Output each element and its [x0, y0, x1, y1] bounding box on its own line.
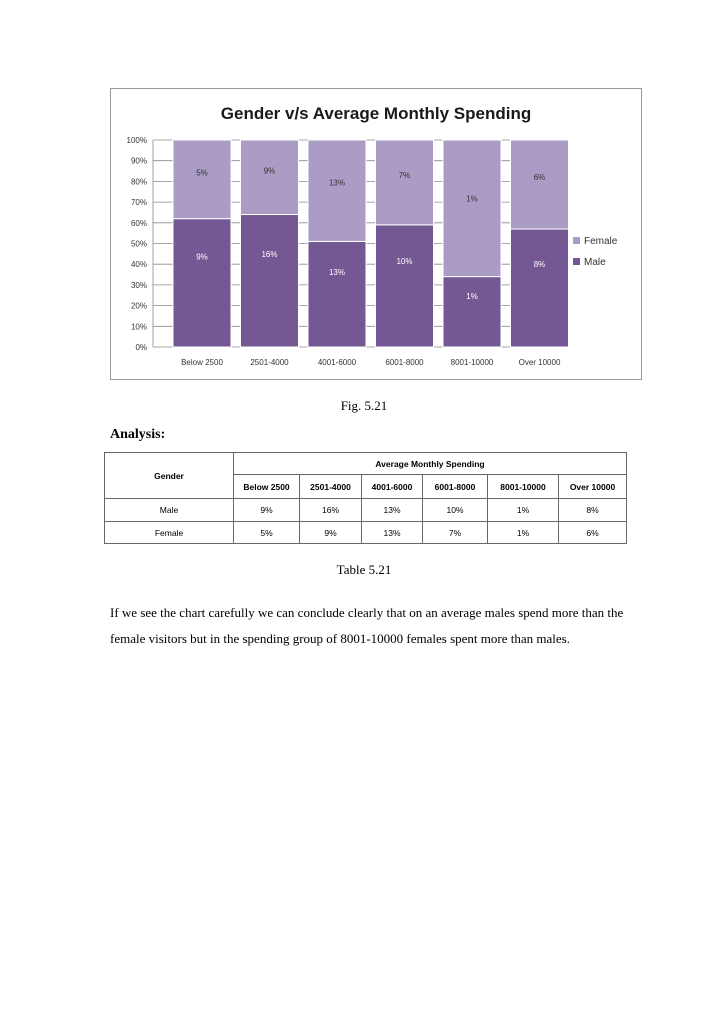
table-row [105, 499, 627, 522]
data-label: 8% [533, 259, 546, 269]
legend-swatch [573, 237, 580, 244]
table-cell: 6% [559, 522, 627, 544]
table-cell: 5% [234, 522, 300, 544]
column-header: 8001-10000 [488, 475, 559, 499]
bar-male [241, 215, 299, 347]
y-tick-label: 20% [130, 301, 147, 311]
x-tick-label: 6001-8000 [385, 358, 424, 367]
bar-male [511, 229, 569, 347]
table-cell: 7% [423, 522, 488, 544]
bar-male [376, 225, 434, 347]
x-tick-label: Below 2500 [181, 358, 223, 367]
data-table [104, 452, 627, 544]
analysis-heading: Analysis: [110, 427, 166, 442]
data-label: 1% [466, 194, 478, 204]
y-tick-label: 80% [130, 177, 147, 187]
x-tick-label: 8001-10000 [450, 358, 494, 367]
data-label: 1% [466, 292, 478, 302]
y-tick-label: 70% [130, 198, 147, 208]
y-tick-label: 10% [130, 322, 147, 332]
chart-frame [110, 88, 642, 380]
bar-female [241, 140, 299, 215]
x-tick-label: 4001-6000 [317, 358, 357, 367]
data-label: 13% [328, 178, 346, 188]
data-label: 13% [328, 268, 346, 278]
table-row [105, 522, 627, 544]
figure-caption: Fig. 5.21 [340, 398, 388, 413]
data-label: 5% [196, 168, 208, 178]
column-header: Over 10000 [559, 475, 627, 499]
bar-female [308, 140, 366, 241]
bar-female [173, 140, 231, 219]
bar-female [376, 140, 434, 225]
bar-male [173, 219, 231, 347]
column-header: 6001-8000 [423, 475, 488, 499]
legend-label: Female [584, 236, 618, 247]
row-label: Male [105, 499, 234, 522]
table-cell: 8% [559, 499, 627, 522]
y-tick-label: 90% [130, 156, 147, 166]
table-caption: Table 5.21 [336, 562, 392, 577]
analysis-paragraph: If we see the chart carefully we can conclude clearly that on an average males spend more than the female visitors but in the spending group of 8001-10000 females spent more than males. [110, 605, 624, 646]
column-header: Below 2500 [234, 475, 300, 499]
y-tick-label: 30% [130, 280, 147, 290]
bar-male [443, 277, 501, 347]
table-cell: 1% [488, 499, 559, 522]
group-header: Average Monthly Spending [234, 453, 627, 475]
x-tick-label: Over 10000 [518, 358, 561, 367]
data-label: 7% [398, 171, 411, 181]
chart-title: Gender v/s Average Monthly Spending [220, 104, 532, 123]
y-tick-label: 100% [126, 136, 147, 145]
y-tick-label: 60% [130, 218, 147, 228]
table-cell: 1% [488, 522, 559, 544]
legend-label: Male [584, 257, 606, 268]
column-header: 2501-4000 [300, 475, 362, 499]
y-tick-label: 0% [135, 343, 147, 352]
gender-header: Gender [105, 453, 234, 499]
column-header: 4001-6000 [362, 475, 423, 499]
data-label: 9% [263, 166, 276, 176]
table-cell: 13% [362, 499, 423, 522]
data-label: 6% [533, 173, 546, 183]
bar-male [308, 241, 366, 347]
table-cell: 13% [362, 522, 423, 544]
bar-female [443, 140, 501, 277]
legend-swatch [573, 258, 580, 265]
row-label: Female [105, 522, 234, 544]
data-label: 16% [261, 249, 278, 259]
y-tick-label: 50% [130, 239, 147, 249]
data-label: 10% [396, 256, 413, 266]
table-cell: 16% [300, 499, 362, 522]
data-label: 9% [196, 252, 208, 262]
y-tick-label: 40% [130, 260, 147, 270]
table-cell: 9% [300, 522, 362, 544]
x-tick-label: 2501-4000 [250, 358, 289, 367]
bar-female [511, 140, 569, 229]
table-cell: 9% [234, 499, 300, 522]
table-cell: 10% [423, 499, 488, 522]
stacked-bar-chart [111, 89, 641, 379]
